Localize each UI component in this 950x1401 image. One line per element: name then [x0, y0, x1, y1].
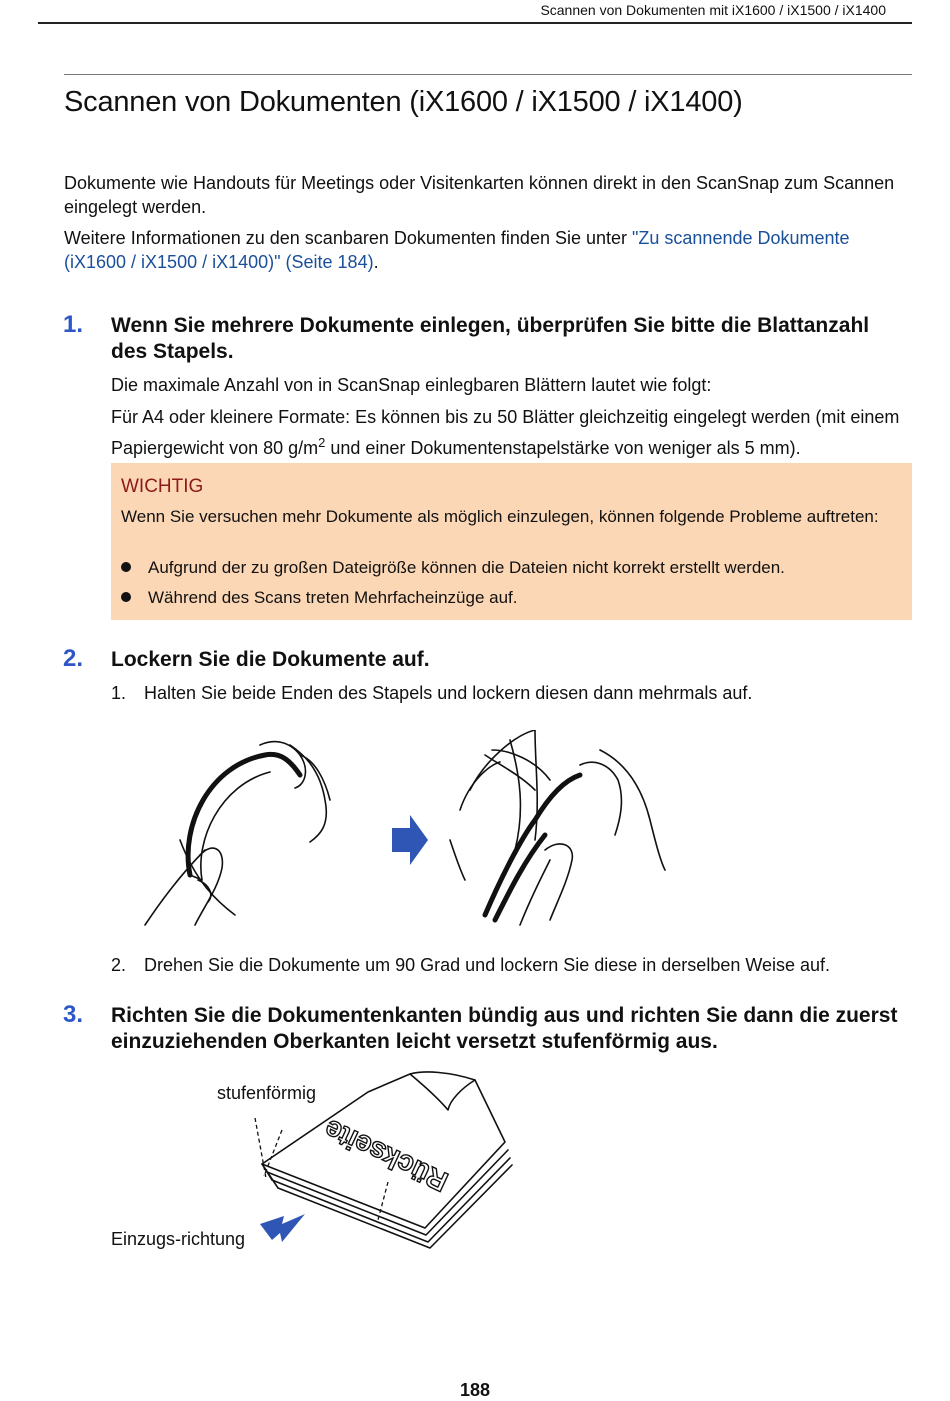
hand-left-bottom — [145, 848, 222, 925]
bent-stack-left — [180, 754, 300, 915]
title-rule — [64, 74, 912, 75]
figure-label-stepped: stufenförmig — [217, 1083, 317, 1103]
substep-number: 2. — [111, 955, 127, 975]
step-2-number: 2. — [63, 645, 84, 672]
step-guide-line — [255, 1118, 266, 1178]
step-1-number: 1. — [63, 311, 84, 338]
stepped-stack-illustration — [250, 1070, 530, 1250]
intro-paragraph: Dokumente wie Handouts für Meetings oder Visitenkarten können direkt in den ScanSnap zum Scannen eingelegt werden. — [64, 173, 895, 217]
substep-2 — [111, 953, 911, 977]
feed-direction-arrow-icon — [260, 1214, 305, 1242]
important-title: WICHTIG — [121, 476, 204, 497]
bullet-icon — [121, 562, 131, 572]
header-rule — [38, 22, 912, 24]
step-3-number: 3. — [63, 1001, 84, 1028]
reference-suffix: . — [373, 251, 379, 272]
step-2-heading: Lockern Sie die Dokumente auf. — [111, 648, 430, 671]
a4-superscript: 2 — [318, 435, 326, 450]
step-1-paragraph-a4 — [111, 405, 911, 461]
bullet-icon — [121, 592, 131, 602]
important-text: Wenn Sie versuchen mehr Dokumente als möglich einzulegen, können folgende Probleme auftreten: — [121, 507, 879, 526]
running-header: Scannen von Dokumenten mit iX1600 / iX1500 / iX1400 — [540, 2, 886, 18]
fanned-stack-right — [450, 730, 580, 920]
substep-text: Halten Sie beide Enden des Stapels und lockern diesen dann mehrmals auf. — [144, 683, 753, 703]
paper-back-text: Rückseite — [319, 1113, 453, 1198]
reference-prefix: Weitere Informationen zu den scanbaren Dokumenten finden Sie unter — [64, 228, 633, 248]
figure-label-feed-direction: Einzugs-richtung — [111, 1229, 246, 1249]
loosen-stack-illustration — [140, 730, 680, 930]
reference-link[interactable]: "Zu scannende Dokumente (iX1600 / iX1500 / iX1400)" (Seite 184) — [64, 228, 850, 272]
a4-text-b: und einer Dokumentenstapelstärke von weniger als 5 mm). — [325, 438, 801, 458]
page-number: 188 — [459, 1380, 491, 1400]
substep-1 — [111, 681, 911, 705]
substep-number: 1. — [111, 683, 127, 703]
page-title: Scannen von Dokumenten (iX1600 / iX1500 / iX1400) — [64, 86, 743, 118]
arrow-right-icon — [392, 815, 428, 865]
intro-reference-paragraph — [64, 227, 910, 274]
a4-text-a: Für A4 oder kleinere Formate: Es können bis zu 50 Blätter gleichzeitig eingelegt werden (mit einem Papiergewicht von 80 g/m — [111, 407, 900, 458]
hand-right-top — [580, 750, 665, 870]
substep-text: Drehen Sie die Dokumente um 90 Grad und lockern Sie diese in derselben Weise auf. — [144, 955, 831, 975]
important-box — [111, 463, 912, 620]
step-3-heading: Richten Sie die Dokumentenkanten bündig aus und richten Sie dann die zuerst einzuziehenden Oberkanten leicht versetzt stufenförmig aus. — [111, 1004, 898, 1053]
important-bullet: Aufgrund der zu großen Dateigröße können die Dateien nicht korrekt erstellt werden. — [121, 558, 785, 578]
step-1-paragraph-max: Die maximale Anzahl von in ScanSnap einlegbaren Blättern lautet wie folgt: — [111, 375, 712, 395]
step-1-heading: Wenn Sie mehrere Dokumente einlegen, überprüfen Sie bitte die Blattanzahl des Stapels. — [111, 314, 870, 363]
important-bullet: Während des Scans treten Mehrfacheinzüge auf. — [121, 588, 518, 608]
